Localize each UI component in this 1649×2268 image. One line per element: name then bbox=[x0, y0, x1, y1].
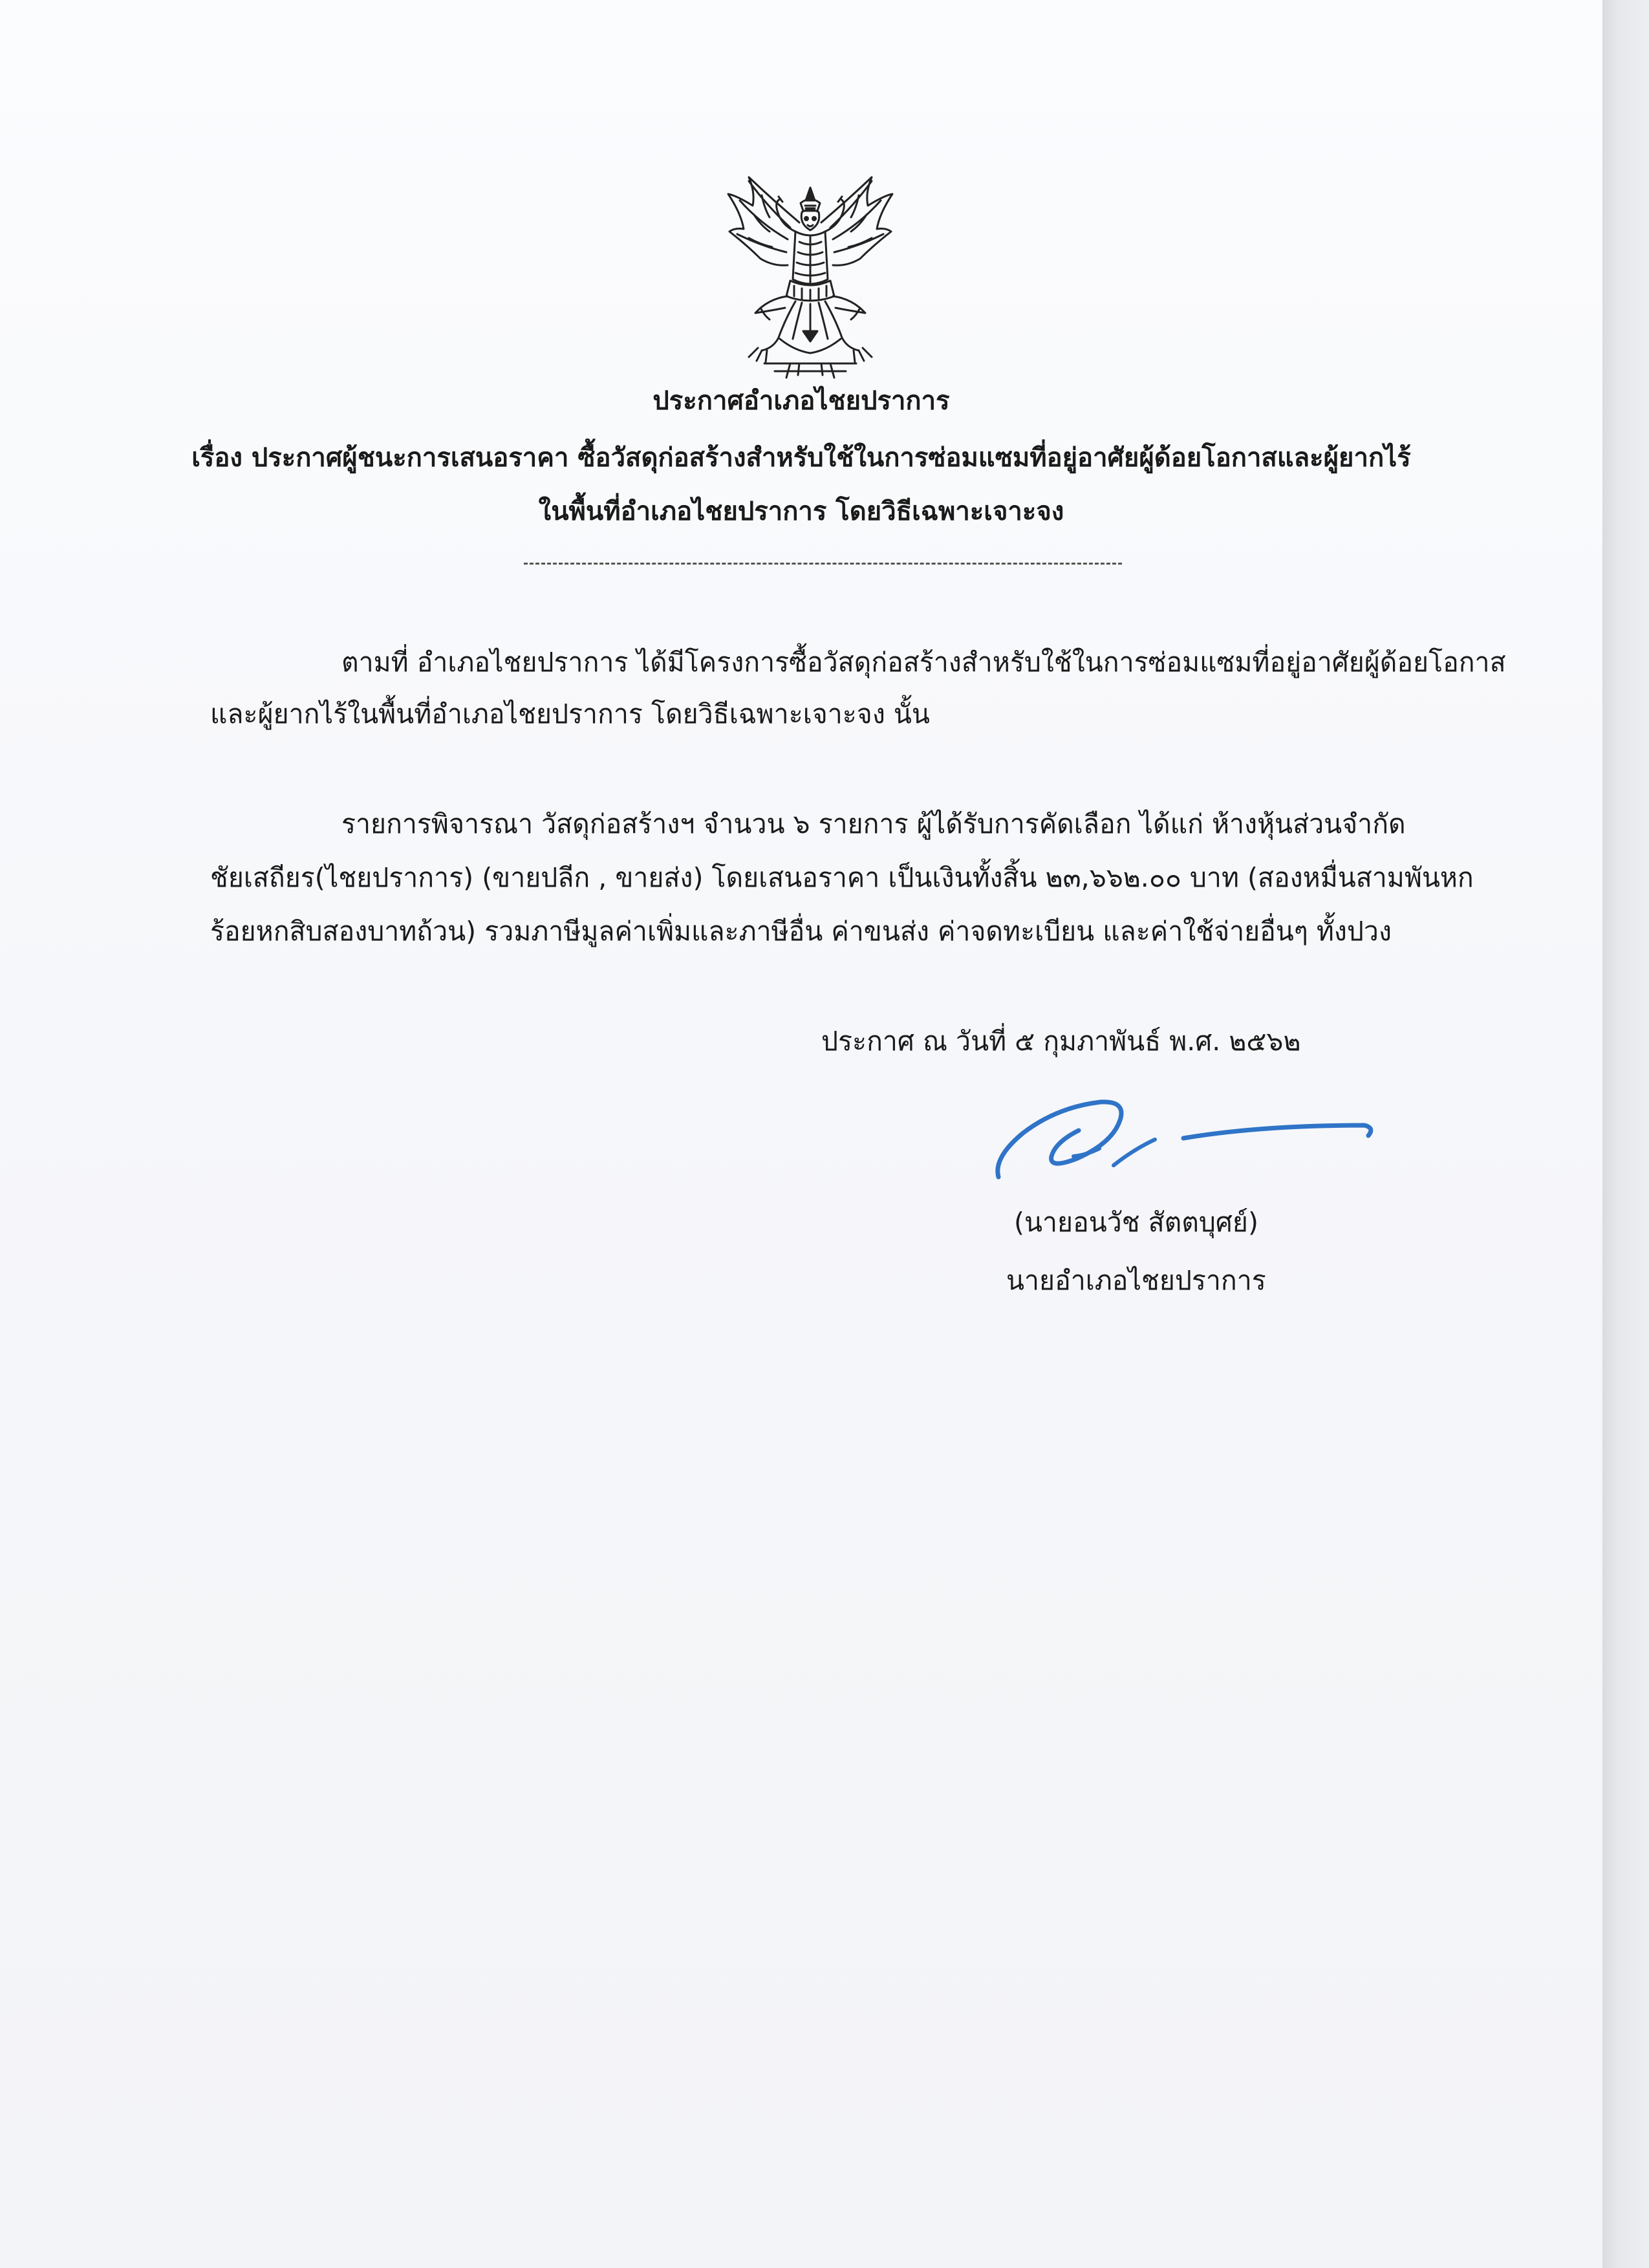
garuda-emblem-icon bbox=[723, 169, 898, 383]
paragraph2-line1: รายการพิจารณา วัสดุก่อสร้างฯ จำนวน ๖ รายการ ผู้ได้รับการคัดเลือก ได้แก่ ห้างหุ้นส่วนจำกัด bbox=[341, 808, 1406, 839]
paragraph1-line2: และผู้ยากไร้ในพื้นที่อำเภอไชยปราการ โดยวิธีเฉพาะเจาะจง นั้น bbox=[210, 698, 930, 729]
header-divider bbox=[524, 563, 1122, 565]
signer-position: นายอำเภอไชยปราการ bbox=[1006, 1265, 1266, 1296]
paragraph1-line1: ตามที่ อำเภอไชยปราการ ได้มีโครงการซื้อวัสดุก่อสร้างสำหรับใช้ในการซ่อมแซมที่อยู่อาศัยผู้ด้อยโอกาส bbox=[341, 647, 1506, 678]
announce-date: ประกาศ ณ วันที่ ๕ กุมภาพันธ์ พ.ศ. ๒๕๖๒ bbox=[821, 1026, 1301, 1057]
paragraph2-line2: ชัยเสถียร(ไชยปราการ) (ขายปลีก , ขายส่ง) โดยเสนอราคา เป็นเงินทั้งสิ้น ๒๓,๖๖๒.๐๐ บาท (สองหมื่นสามพันหก bbox=[210, 862, 1474, 893]
subject-line-1: เรื่อง ประกาศผู้ชนะการเสนอราคา ซื้อวัสดุก่อสร้างสำหรับใช้ในการซ่อมแซมที่อยู่อาศัยผู้ด้อยโอกาสและผู้ยากไร้ bbox=[191, 443, 1411, 473]
subject-line-2: ในพื้นที่อำเภอไชยปราการ โดยวิธีเฉพาะเจาะจง bbox=[538, 497, 1064, 526]
scan-margin bbox=[1602, 0, 1649, 2268]
paragraph2-line3: ร้อยหกสิบสองบาทถ้วน) รวมภาษีมูลค่าเพิ่มและภาษีอื่น ค่าขนส่ง ค่าจดทะเบียน และค่าใช้จ่ายอื่นๆ ทั้งปวง bbox=[210, 916, 1392, 947]
handwritten-signature bbox=[989, 1093, 1377, 1203]
document-title: ประกาศอำเภอไชยปราการ bbox=[652, 386, 950, 416]
signer-name: (นายอนวัช สัตตบุศย์) bbox=[1014, 1207, 1258, 1238]
